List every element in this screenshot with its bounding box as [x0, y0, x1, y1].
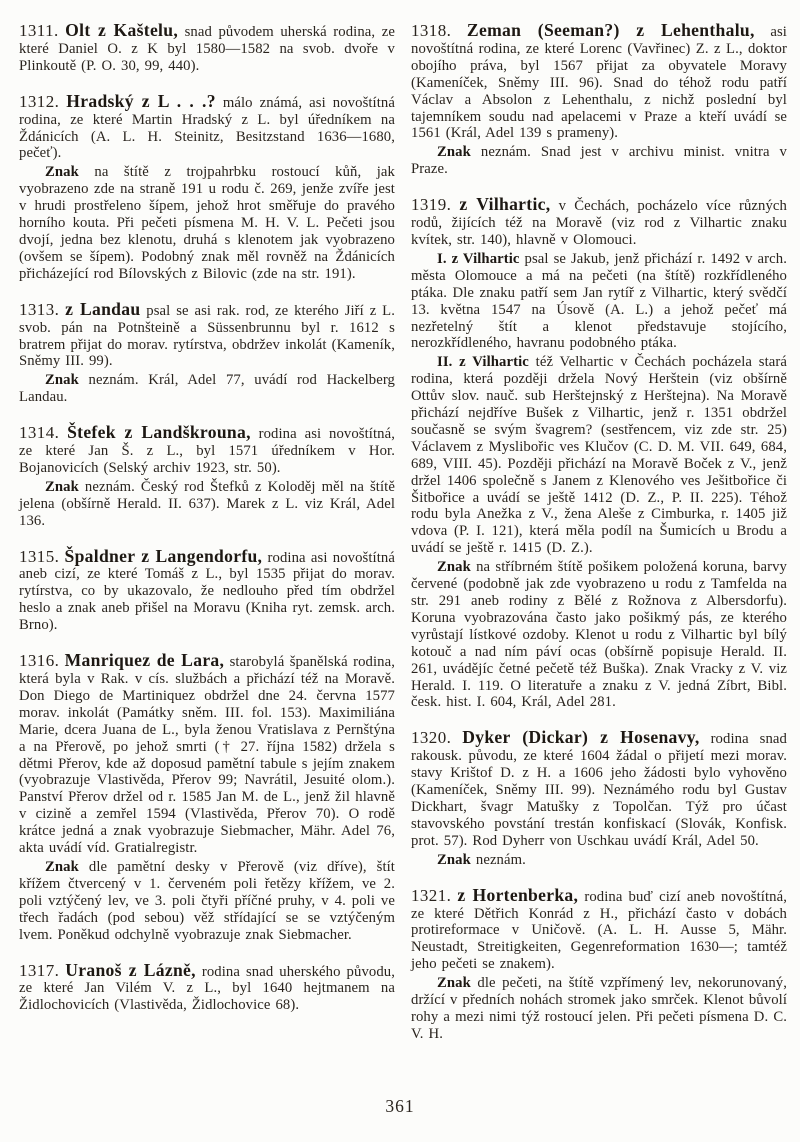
entry-heading-paragraph [411, 729, 787, 849]
paragraph-lead: II. z Vilhartic [437, 354, 529, 371]
entry-heading-paragraph [19, 298, 395, 371]
paragraph-text: neznám. [475, 851, 526, 868]
entry-paragraph [411, 559, 787, 711]
entry-1312 [19, 90, 395, 283]
entry-heading-paragraph [19, 424, 395, 477]
entry-number: 1318. [411, 21, 452, 40]
entry-intro: asi novoštítná rodina, ze které Lorenc (Vavřinec) Z. z L., doktor obojího práva, byl 1567 přijat za obyvatele Moravy (Kameníček, Sněmy III. 96). Snad do téhož rodu patří Václav a Absolon z Lehenthalu, z nichž poslední byl tajemníkem soudu nad apelacemi v Praze a kteří uvádí se 1561 (Král, Adel 139 s prameny). [411, 24, 787, 142]
entry-heading-paragraph [19, 545, 395, 635]
entry-1315 [19, 545, 395, 635]
entry-number: 1320. [411, 728, 452, 748]
entry-1321 [411, 884, 788, 1043]
entry-intro: v Čechách, pocházelo více různých rodů, žijících též na Moravě (viz rod z Vilhartic znaku kvítek, str. 140), hlavně v Olomouci. [411, 198, 787, 248]
paragraph-text: psal se Jakub, jenž přichází r. 1492 v arch. města Olomouce a má na pečeti (na štítě) rozkřídleného ptáka. Dle znaku patří sem Jan rytíř z Vilhartic, který svědčí 13. května 1547 na Úsově (A. L.) a jehož pečeť má nezřetelný štít a klenot představuje stojícího, nerozkřídleného, havranu podobného ptáka. [411, 250, 787, 352]
entry-name: z Landau [65, 298, 141, 319]
left-column [19, 22, 395, 1061]
entry-1319 [411, 196, 787, 711]
entry-number: 1315. [19, 546, 60, 566]
entry-name: Štefek z Landškrouna, [67, 422, 251, 443]
paragraph-lead: Znak [437, 144, 471, 161]
entry-paragraph [411, 251, 787, 352]
entry-paragraph [411, 354, 787, 557]
entry-paragraph [411, 975, 787, 1043]
entry-name: Manriquez de Lara, [64, 650, 225, 671]
paragraph-lead: Znak [45, 858, 79, 875]
entry-paragraph [411, 144, 787, 178]
entry-1317 [19, 959, 395, 1015]
entry-intro: rodina snad uherského původu, ze které Jan Vilém V. z L., byl 1640 hejtmanem na Židlochovicích (Vlastivěda, Židlochovice 68). [19, 963, 395, 1014]
entry-1313 [19, 298, 395, 406]
paragraph-text: též Velhartic v Čechách pocházela stará rodina, která později držela Nový Herštein (viz obšírně Ottův slov. nauč. sub Herštejnský z Herštejna). Na Moravě přichází nejdříve Bušek z Vilhartic, jenž r. 1351 obdržel současně se svým švagrem? (sestřencem, viz zde str. 25) Václavem z Myslibořic ves Klučov (C. D. M. VII. 649, 684, 689, VIII. 45). Později přichází na Moravě Boček z V., jenž držel 1406 společně s Janem z Klenového ves Ješitbořice či Šitbořice a uvádí se ještě 1412 (D. Z., P. II. 225). Téhož rodu byla Anežka z V., žena Aleše z Cimburka, r. 1405 již vdova (P. I. 121), která měla podíl na Šumicích u Brodu a uvádí se ještě r. 1415 (D. Z.). [411, 354, 787, 557]
entry-number: 1316. [19, 651, 60, 671]
right-column [411, 22, 787, 1061]
entry-paragraph [19, 479, 395, 530]
entry-paragraph [19, 859, 395, 944]
paragraph-text: dle pečeti, na štítě vzpřímený lev, nekorunovaný, držící v předních nohách stromek jako smrček. Klenot bůvolí rohy a mezi nimi týž rostoucí jelen. Při pečeti písmena D. C. V. H. [411, 975, 788, 1042]
entry-name: Zeman (Seeman?) z Lehenthalu, [466, 20, 755, 40]
entry-heading-paragraph [19, 22, 395, 75]
entry-intro: starobylá španělská rodina, která byla v Rak. v cís. službách a přichází též na Moravě. Don Diego de Martiniquez obdržel dne 24. června 1577 morav. inkolát (Památky sněm. III. fol. 153). Maximiliána Marie, dcera Juana de L., byla ženou Vratislava z Pernštýna a na Přerově, po jehož smrti († 27. října 1582) držela s dětmi Přerov, kde až doposud pamětní tabule s jejím znakem (vyobrazuje Vlastivěda, Přerov 99; Navrátil, Jesuité olom.). Panství Přerov držel od r. 1585 Jan M. de L., jenž žil hlavně v cizině a zemřel 1594 (Vlastivěda, Přerov 70). O rodě krátce jedná a znak vyobrazuje Siebmacher, Mähr. Adel 76, akta uvádí víd. Gratialregistr. [19, 654, 395, 857]
entry-intro: snad původem uherská rodina, ze které Daniel O. z K byl 1580—1582 na svob. dvoře v Plinkoutě (P. O. 30, 99, 440). [19, 24, 395, 74]
entry-intro: psal se asi rak. rod, ze kterého Jiří z L. svob. pán na Potnšteině a Süssenbrunnu byl r. 1612 s bratrem přijat do morav. rytírstva, obdržev inkolát (Kameník, Sněmy III. 99). [19, 302, 395, 370]
paragraph-lead: Znak [437, 851, 471, 868]
entry-name: z Hortenberka, [457, 884, 579, 905]
entry-name: Uranoš z Lázně, [65, 959, 196, 980]
entry-number: 1314. [19, 423, 60, 443]
paragraph-lead: Znak [45, 478, 79, 495]
entry-number: 1321. [411, 885, 452, 905]
paragraph-text: neznám. Snad jest v archivu minist. vnitra v Praze. [411, 144, 787, 178]
paragraph-text: neznám. Český rod Štefků z Koloděj měl na štítě jelena (obšírně Herald. II. 637). Marek z L. viz Král, Adel 136. [19, 478, 395, 529]
entry-name: Olt z Kaštelu, [65, 20, 179, 40]
entry-intro: rodina buď cizí aneb novoštítná, ze které Dětřich Konrád z H., přichází často v dobách protireformace v Uničově. (A. L. H. Ausse 5, Mähr. Neustadt, Streitigkeiten, Gegenreformation 1630—; tamtéž jeho pečeti se znakem). [411, 888, 788, 973]
paragraph-lead: Znak [437, 975, 471, 992]
entry-heading-paragraph [411, 22, 787, 142]
paragraph-text: na štítě z trojpahrbku rostoucí kůň, jak vyobrazeno zde na straně 191 u rodu č. 269, jenže zvíře jest v hrudi prostřeleno šípem, jehož hrot směřuje do pravého horního kouta. Při pečeti písmena M. H. V. L. Pečeti jsou dvojí, jedna bez klenotu, druhá s klenotem jak vyobrazeno (ovšem se šípem). Podobný znak měl rovněž na Ždánicích přicházející rod Bílovských z Bilovic (zde na str. 191). [19, 164, 395, 282]
entry-intro: rodina asi novoštítná aneb cizí, ze které Tomáš z L., byl 1535 přijat do morav. rytírstva, co by ukazovalo, že nedlouho před tím obdržel heslo a znak aneb přišel na Moravu (Kniha ryt. zemsk. arch. Brno). [19, 549, 395, 634]
entry-intro: málo známá, asi novoštítná rodina, ze které Martin Hradský z L. byl úředníkem na Ždánicích (A. L. H. Steinitz, Besitzstand 1636—1680, pečeť). [19, 94, 395, 162]
entry-heading-paragraph [19, 90, 395, 163]
entry-1311 [19, 22, 395, 75]
entry-paragraph [19, 372, 395, 406]
entry-number: 1312. [19, 91, 60, 111]
entry-heading-paragraph [411, 196, 787, 249]
entry-name: Hradský z L . . .? [66, 90, 216, 111]
entry-paragraph [19, 164, 395, 282]
paragraph-text: neznám. Král, Adel 77, uvádí rod Hackelberg Landau. [19, 372, 395, 406]
entry-1314 [19, 424, 395, 529]
entry-name: Špaldner z Langendorfu, [64, 545, 263, 566]
entry-1320 [411, 729, 787, 868]
entry-number: 1317. [19, 960, 60, 980]
entry-heading-paragraph [19, 652, 395, 857]
entry-heading-paragraph [411, 884, 788, 974]
entry-number: 1313. [19, 299, 60, 319]
entry-1316 [19, 652, 395, 943]
entry-intro: rodina snad rakousk. původu, ze které 1604 žádal o přijetí mezi morav. stavy Krištof D. z H. a 1606 jeho žádosti bylo vyhověno (Kameníček, Sněmy III. 99). Neznámého rodu byl Gustav Dickhart, švagr Matušky z Topolčan. Týž pro účast stavovského povstání trestán konfiskací (Slovák, Konfisk. prot. 57). Rod Dyherr von Uschkau uvádí Král, Adel 50. [411, 731, 787, 849]
paragraph-lead: Znak [45, 372, 79, 389]
entry-number: 1311. [19, 21, 59, 40]
entry-paragraph [411, 852, 787, 869]
paragraph-lead: Znak [45, 164, 79, 181]
paragraph-lead: I. z Vilhartic [437, 250, 520, 267]
entry-number: 1319. [411, 195, 452, 215]
entry-name: z Vilhartic, [459, 194, 551, 215]
entry-heading-paragraph [19, 959, 395, 1015]
page-number: 361 [385, 1096, 415, 1116]
entry-name: Dyker (Dickar) z Hosenavy, [462, 727, 700, 748]
paragraph-lead: Znak [437, 559, 471, 576]
entry-intro: rodina asi novoštítná, ze které Jan Š. z L., byl 1571 úředníkem v Hor. Bojanovicích (Selský archiv 1923, str. 50). [19, 426, 395, 476]
paragraph-text: na stříbrném štítě pošikem položená koruna, barvy červené (podobně jak zde vyobrazeno u rodu z Tamfelda na str. 291 aneb rodiny z Bělé z Rožnova z Albersdorfu). Koruna vyobrazována často jako pošikmý pás, ze kterého vyrůstají lístkové ozdoby. Klenot u rodu z Vilhartic byl bílý kotouč a nad ním páví ocas (obšírně popisuje Herald. II. 261, uvádějíc četné pečetě též Buška). Znak Vracky z V. viz Herald. I. 119. O literatuře a znaku z V. jedná Zíbrt, Bibl. česk. hist. I. 604, Král, Adel 281. [411, 559, 787, 711]
entry-1318 [411, 22, 787, 178]
paragraph-text: dle pamětní desky v Přerově (viz dříve), štít křížem čtvercený v 1. červeném poli řetězy křížem, ve 2. poli vztýčený lev, ve 3. poli čtyři příčné pruhy, v 4. poli ve třech řadách (pod sebou) věž střídající se se vztýčeným lvem. Poněkud odchylně vyobrazuje znak Siebmacher. [19, 858, 395, 943]
